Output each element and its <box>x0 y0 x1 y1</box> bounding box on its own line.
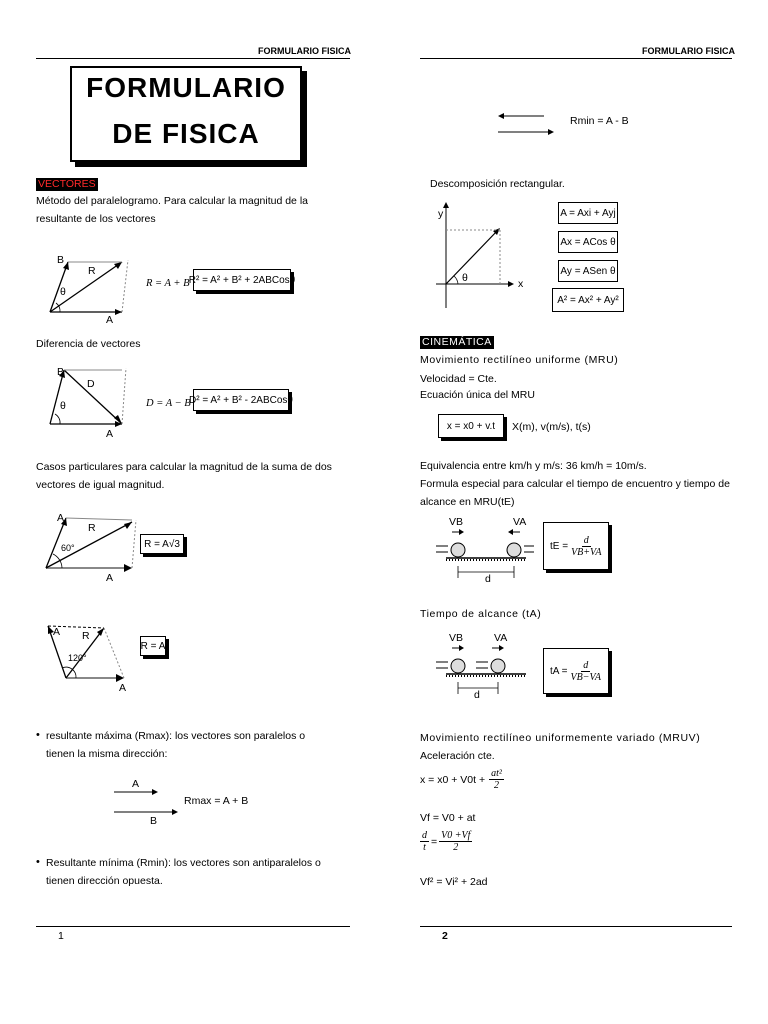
axis-x-label: x <box>518 278 524 290</box>
rmax-label-b: B <box>150 815 158 827</box>
diferencia-eq: D = A − B <box>146 398 191 409</box>
ta-formula-box <box>543 648 609 694</box>
caso60-label-a: A <box>106 572 114 584</box>
mruv-f1-num: at² <box>491 768 502 779</box>
page-number-left: 1 <box>58 930 64 942</box>
te-formula-lhs: tE = <box>550 540 569 552</box>
para-label-a: A <box>106 314 114 326</box>
ta-den: VB−VA <box>570 671 601 683</box>
mruv-formula-1 <box>420 768 504 791</box>
caso120-formula-box <box>140 636 166 656</box>
caso60-angle: 60° <box>61 543 75 553</box>
mruv-f3-rhs <box>439 830 472 853</box>
te-fraction <box>571 535 601 558</box>
mruv-f1-fraction <box>489 768 504 791</box>
descomposicion-title: Descomposición rectangular. <box>430 178 565 190</box>
te-formula-box <box>543 522 609 570</box>
ta-fraction <box>571 660 601 683</box>
caso120-label-r: R <box>82 630 90 642</box>
rmax-label-a: A <box>132 778 140 790</box>
rmin-text: Resultante mínima (Rmin): los vectores son antiparalelos o tienen dirección opuesta. <box>46 857 321 887</box>
mruv-formula-4: Vf² = Vi² + 2ad <box>420 876 488 888</box>
desc-formula-4-box <box>552 288 624 312</box>
rmin-formula: Rmin = A - B <box>570 115 629 127</box>
mruv-formula-3 <box>420 830 472 853</box>
desc-formula-2: Ax = ACos θ <box>560 236 616 248</box>
desc-formula-3-box <box>558 260 618 282</box>
title-line-2: DE FISICA <box>112 118 260 149</box>
formula-especial-text: Formula especial para calcular el tiempo de encuentro y tiempo de alcance en MRU(tE) <box>420 478 730 508</box>
rmax-text: resultante máxima (Rmax): los vectores son paralelos o tienen la misma dirección: <box>46 730 306 760</box>
mruv-f1-den: 2 <box>493 780 499 791</box>
header-right-rule <box>420 58 732 59</box>
caso60-diagram <box>36 508 136 580</box>
mru-formula-box <box>438 414 504 438</box>
desc-formula-1: A = Axi + Ayj <box>560 207 616 219</box>
alcance-label-d: d <box>474 689 480 701</box>
caso60-formula-box <box>140 534 184 554</box>
para-label-b: B <box>57 254 65 266</box>
alcance-label-vb: VB <box>449 632 464 644</box>
axis-y-label: y <box>438 208 444 220</box>
caso120-label-a-top: A <box>53 626 61 638</box>
section-cinematica: CINEMÁTICA <box>422 336 492 348</box>
para-label-theta: θ <box>60 286 66 298</box>
encuentro-label-va: VA <box>513 516 527 528</box>
bullet-rmin: • <box>36 856 40 868</box>
diferencia-formula: D² = A² + B² - 2ABCosθ <box>189 394 293 406</box>
title-box <box>70 66 302 162</box>
desc-label-theta: θ <box>462 272 468 284</box>
mruv-f3-lhs-den: t <box>423 842 426 853</box>
ta-num: d <box>583 659 589 671</box>
encuentro-label-vb: VB <box>449 516 464 528</box>
title-line-1: FORMULARIO <box>86 72 286 103</box>
rmax-formula: Rmax = A + B <box>184 795 249 807</box>
casos-text: Casos particulares para calcular la magnitud de la suma de dos vectores de igual magnitud. <box>36 461 332 491</box>
mruv-f3-lhs-num: d <box>422 830 427 841</box>
suma-eq: R = A + B <box>146 278 190 289</box>
encuentro-diagram <box>430 528 530 588</box>
footer-left-rule <box>36 926 350 927</box>
caso60-label-r: R <box>88 522 96 534</box>
desc-formula-1-box <box>558 202 618 224</box>
suma-formula-box <box>188 269 296 291</box>
suma-formula: R² = A² + B² + 2ABCosθ <box>188 274 296 286</box>
diferencia-diagram <box>36 358 136 438</box>
mru-formula: x = x0 + v.t <box>446 420 496 432</box>
alcance-label-va: VA <box>494 632 508 644</box>
paralelogram-diagram <box>36 250 136 330</box>
caso120-label-a: A <box>119 682 127 694</box>
mruv-f3-lhs <box>420 830 429 853</box>
caso120-formula: R = A <box>140 640 166 652</box>
caso120-angle: 120° <box>68 653 87 663</box>
bullet-rmax: • <box>36 729 40 741</box>
aceleracion-text: Aceleración cte. <box>420 750 495 762</box>
rmin-arrows <box>496 110 556 140</box>
dif-label-b: B <box>57 366 65 378</box>
para-label-r: R <box>88 265 96 277</box>
ta-formula-lhs: tA = <box>550 665 568 677</box>
mru-title: Movimiento rectilíneo uniforme (MRU) <box>420 354 619 366</box>
dif-label-theta: θ <box>60 400 66 412</box>
page-number-right: 2 <box>442 930 448 942</box>
desc-formula-3: Ay = ASen θ <box>560 265 616 277</box>
paralelogramo-text: Método del paralelogramo. Para calcular la magnitud de la resultante de los vectores <box>36 195 308 225</box>
desc-formula-2-box <box>558 231 618 253</box>
mruv-f3-den: 2 <box>453 842 459 853</box>
te-den: VB+VA <box>571 546 602 558</box>
header-left-rule <box>36 58 350 59</box>
mruv-formula-2: Vf = V0 + at <box>420 812 476 824</box>
mruv-f1-text: x = x0 + V0t + <box>420 773 486 786</box>
diferencia-title: Diferencia de vectores <box>36 338 141 350</box>
section-vectores: VECTORES <box>38 178 96 190</box>
caso60-formula: R = A√3 <box>144 538 180 550</box>
rmax-arrows <box>112 784 182 824</box>
mruv-title: Movimiento rectilíneo uniformemente variado (MRUV) <box>420 732 701 744</box>
mruv-f3-num: V0 +Vf <box>441 830 471 841</box>
dif-label-a: A <box>106 428 114 440</box>
ecuacion-mru-text: Ecuación única del MRU <box>420 389 535 401</box>
caso60-label-a-top: A <box>57 512 65 524</box>
velocidad-text: Velocidad = Cte. <box>420 373 497 385</box>
footer-right-rule <box>420 926 732 927</box>
diferencia-formula-box <box>189 389 293 411</box>
mruv-f3-equals: = <box>431 835 438 848</box>
header-left-title: FORMULARIO FISICA <box>258 46 351 56</box>
mru-units: X(m), v(m/s), t(s) <box>512 421 591 433</box>
equivalencia-text: Equivalencia entre km/h y m/s: 36 km/h = 10m/s. <box>420 460 647 472</box>
header-right-title: FORMULARIO FISICA <box>642 46 735 56</box>
alcance-title: Tiempo de alcance (tA) <box>420 608 542 620</box>
dif-label-d: D <box>87 378 95 390</box>
encuentro-label-d: d <box>485 573 491 585</box>
te-num: d <box>583 534 589 546</box>
desc-formula-4: A² = Ax² + Ay² <box>557 294 619 306</box>
